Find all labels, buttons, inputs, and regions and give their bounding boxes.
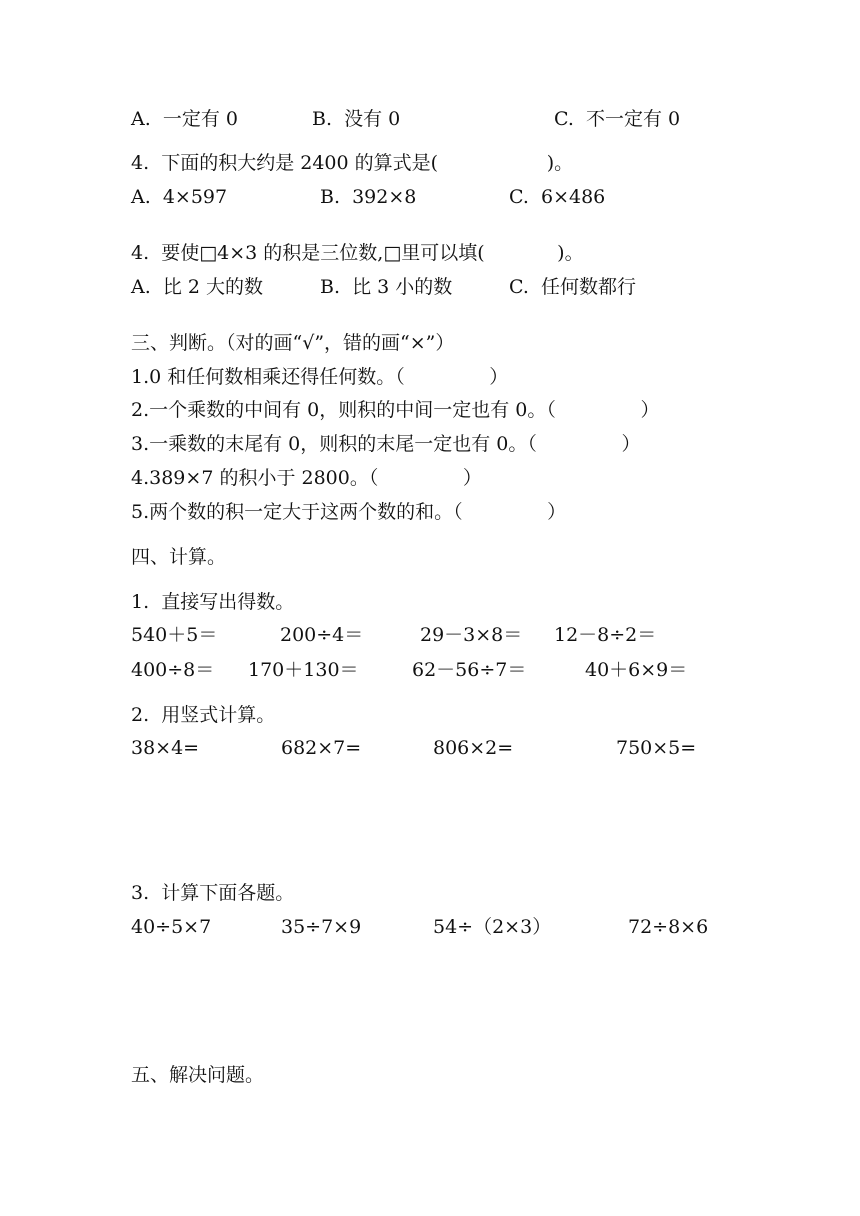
judge-item: 2.一个乘数的中间有 0，则积的中间一定也有 0。（ ）	[131, 399, 660, 421]
q5-option-c: C. 任何数都行	[509, 276, 636, 298]
vertical-calc-item: 38×4=	[131, 737, 200, 759]
q5-option-b: B. 比 3 小的数	[320, 276, 453, 298]
q5-option-a: A. 比 2 大的数	[131, 276, 264, 298]
vertical-calc-item: 682×7=	[281, 737, 362, 759]
expression-item: 54÷（2×3）	[433, 916, 552, 938]
part1-title: 1. 直接写出得数。	[131, 591, 295, 613]
q5-question: 4. 要使□4×3 的积是三位数,□里可以填( )。	[131, 242, 584, 264]
vertical-calc-item: 750×5=	[616, 737, 697, 759]
expression-item: 72÷8×6	[628, 916, 709, 938]
mental-calc-item: 12－8÷2＝	[554, 624, 657, 646]
mental-calc-item: 400÷8＝	[131, 659, 215, 681]
q3-option-b: B. 没有 0	[312, 108, 401, 130]
q4-option-c: C. 6×486	[509, 186, 606, 208]
q4-question: 4. 下面的积大约是 2400 的算式是( )。	[131, 152, 574, 174]
judge-item: 1.0 和任何数相乘还得任何数。（ ）	[131, 366, 509, 388]
judge-item: 5.两个数的积一定大于这两个数的和。（ ）	[131, 501, 567, 523]
part2-title: 2. 用竖式计算。	[131, 704, 276, 726]
q4-option-a: A. 4×597	[131, 186, 228, 208]
section4-title: 四、计算。	[131, 546, 227, 568]
judge-item: 4.389×7 的积小于 2800。（ ）	[131, 467, 482, 489]
vertical-calc-item: 806×2=	[433, 737, 514, 759]
q3-option-c: C. 不一定有 0	[554, 108, 681, 130]
mental-calc-item: 170＋130＝	[248, 659, 359, 681]
mental-calc-item: 62－56÷7＝	[412, 659, 527, 681]
section5-title: 五、解决问题。	[131, 1064, 265, 1086]
expression-item: 35÷7×9	[281, 916, 362, 938]
mental-calc-item: 29－3×8＝	[420, 624, 523, 646]
q3-option-a: A. 一定有 0	[131, 108, 238, 130]
mental-calc-item: 40＋6×9＝	[585, 659, 688, 681]
section3-title: 三、判断。（对的画“√”，错的画“×”）	[131, 332, 455, 354]
expression-item: 40÷5×7	[131, 916, 212, 938]
mental-calc-item: 200÷4＝	[280, 624, 364, 646]
mental-calc-item: 540＋5＝	[131, 624, 218, 646]
judge-item: 3.一乘数的末尾有 0，则积的末尾一定也有 0。（ ）	[131, 433, 641, 455]
q4-option-b: B. 392×8	[320, 186, 417, 208]
part3-title: 3. 计算下面各题。	[131, 882, 295, 904]
